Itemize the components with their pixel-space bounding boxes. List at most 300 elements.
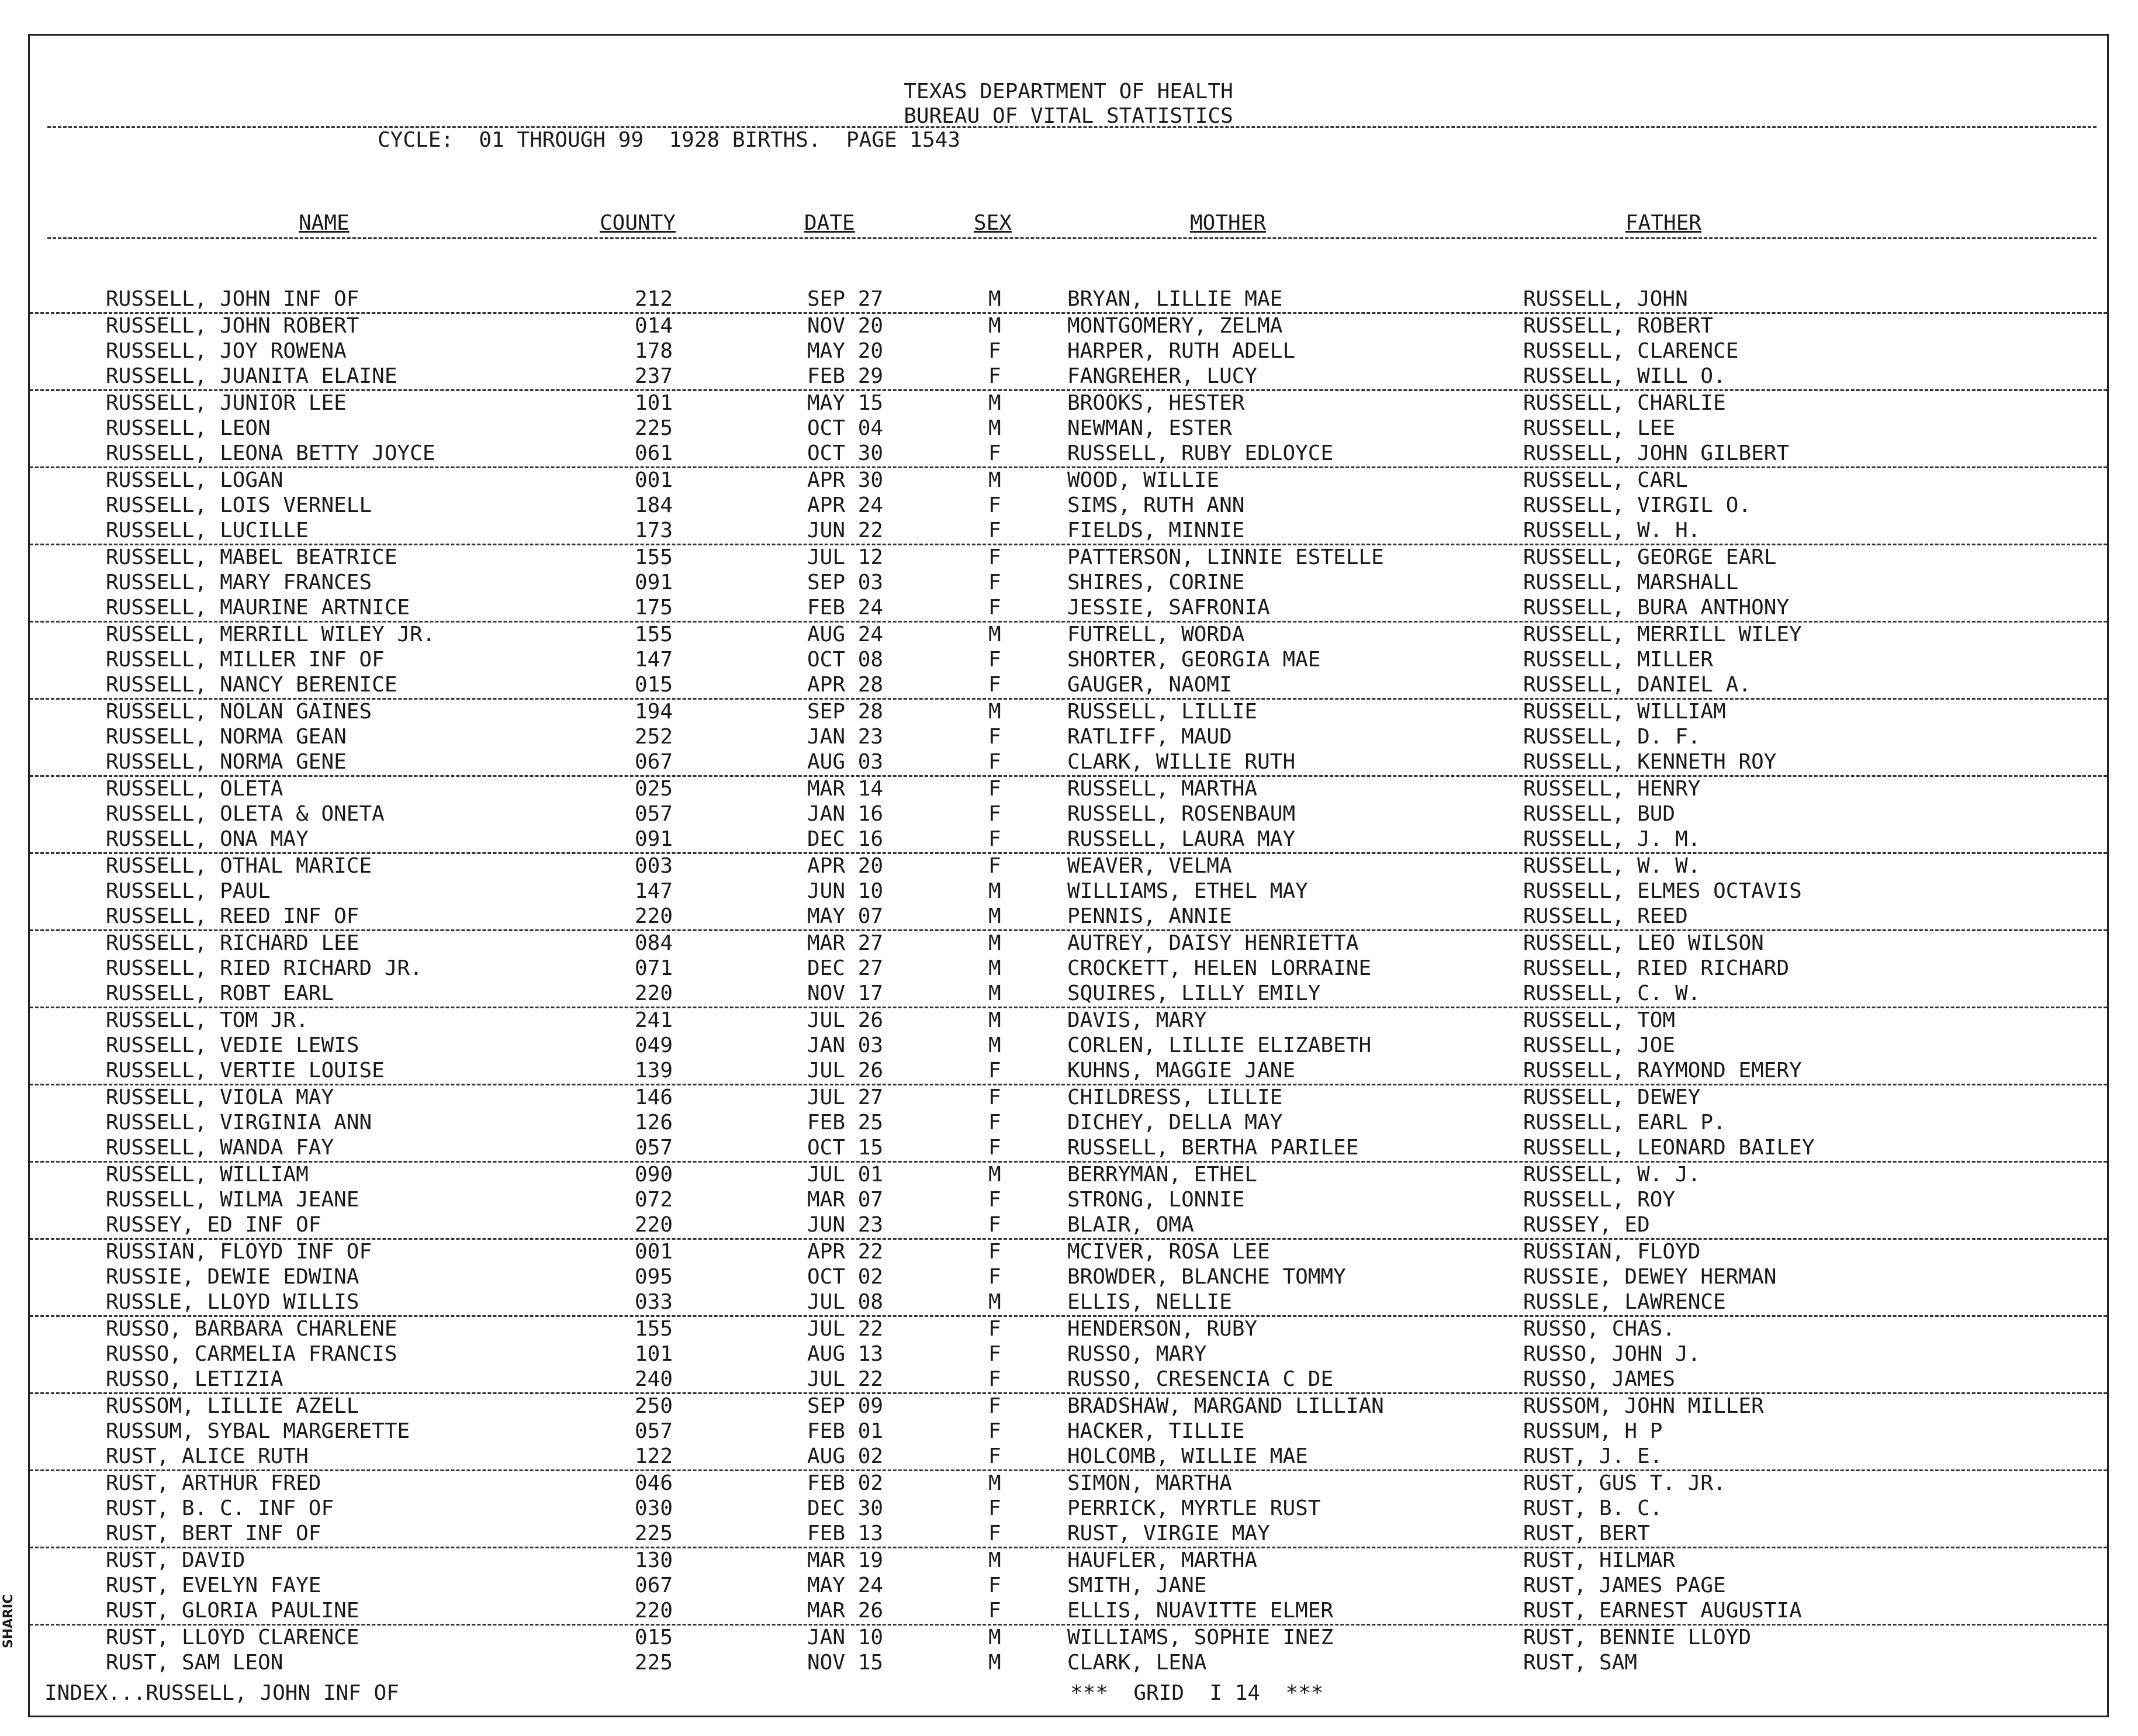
record-date: OCT 02 [807,1265,884,1289]
record-sex: F [988,1111,1001,1135]
record-row [30,570,2107,596]
record-sex: F [988,725,1001,749]
record-date: FEB 25 [807,1111,884,1135]
record-name: RUSSELL, NORMA GENE [106,750,347,774]
record-mother: FANGREHER, LUCY [1067,364,1258,388]
record-county: 220 [635,1213,673,1237]
record-row [30,1008,2107,1033]
record-mother: SIMON, MARTHA [1067,1471,1232,1495]
record-county: 014 [635,314,673,338]
record-row [30,1213,2107,1240]
record-date: JUL 27 [807,1085,884,1109]
record-date: AUG 24 [807,623,884,646]
record-mother: GAUGER, NAOMI [1067,673,1232,697]
record-mother: WOOD, WILLIE [1067,468,1220,492]
record-name: RUSSLE, LLOYD WILLIS [106,1290,359,1314]
record-county: 225 [635,1521,673,1545]
index-label: INDEX...RUSSELL, JOHN INF OF [44,1681,399,1705]
record-father: RUSSELL, MARSHALL [1523,570,1739,594]
record-county: 071 [635,956,673,980]
record-sex: F [988,827,1001,851]
record-name: RUSSIE, DEWIE EDWINA [106,1265,359,1289]
record-mother: RUSSELL, LILLIE [1067,700,1258,724]
record-sex: M [988,879,1001,903]
record-father: RUSSIE, DEWEY HERMAN [1523,1265,1777,1289]
record-date: APR 20 [807,854,884,878]
record-sex: M [988,287,1001,311]
record-row [30,700,2107,725]
record-father: RUSSELL, VIRGIL O. [1523,493,1752,517]
record-father: RUSSELL, CLARENCE [1523,339,1739,363]
record-sex: F [988,1317,1001,1341]
record-date: JUN 10 [807,879,884,903]
record-date: OCT 04 [807,416,884,440]
record-name: RUST, EVELYN FAYE [106,1574,321,1597]
record-father: RUSSELL, CARL [1523,468,1688,492]
record-mother: BLAIR, OMA [1067,1213,1194,1237]
record-name: RUSSELL, ONA MAY [106,827,309,851]
record-mother: SHORTER, GEORGIA MAE [1067,648,1321,672]
record-row [30,1471,2107,1496]
grid-label: *** GRID I 14 *** [1070,1681,1324,1705]
record-mother: RUSSO, MARY [1067,1342,1207,1366]
record-county: 252 [635,725,673,749]
record-father: RUSSELL, LEE [1523,416,1676,440]
record-father: RUSSO, CHAS. [1523,1317,1676,1341]
record-father: RUST, JAMES PAGE [1523,1574,1726,1597]
record-date: OCT 15 [807,1136,884,1160]
col-sex: SEX [974,211,1012,235]
record-date: DEC 30 [807,1496,884,1520]
record-county: 175 [635,596,673,620]
record-county: 147 [635,879,673,903]
record-date: NOV 15 [807,1651,884,1675]
record-date: FEB 13 [807,1521,884,1545]
record-father: RUSSELL, EARL P. [1523,1111,1726,1135]
record-row [30,725,2107,750]
record-county: 212 [635,287,673,311]
record-sex: F [988,1059,1001,1083]
record-date: JUL 22 [807,1317,884,1341]
record-name: RUST, SAM LEON [106,1651,283,1675]
record-father: RUSSELL, C. W. [1523,981,1701,1005]
record-name: RUSSELL, LEON [106,416,271,440]
record-county: 101 [635,391,673,415]
record-row [30,1394,2107,1419]
record-name: RUST, ALICE RUTH [106,1444,309,1468]
record-row [30,1290,2107,1317]
record-name: RUSSELL, RICHARD LEE [106,931,359,955]
record-sex: F [988,570,1001,594]
record-mother: ELLIS, NUAVITTE ELMER [1067,1599,1334,1623]
record-name: RUSSELL, OTHAL MARICE [106,854,372,878]
record-row [30,416,2107,441]
record-mother: HARPER, RUTH ADELL [1067,339,1296,363]
record-date: DEC 27 [807,956,884,980]
record-sex: F [988,441,1001,465]
record-sex: M [988,1033,1001,1057]
record-row [30,314,2107,339]
col-date: DATE [804,211,855,235]
record-date: OCT 08 [807,648,884,672]
record-row [30,1111,2107,1136]
record-date: JAN 10 [807,1626,884,1649]
record-row [30,1444,2107,1471]
record-sex: F [988,854,1001,878]
record-row [30,1136,2107,1163]
record-date: APR 28 [807,673,884,697]
record-date: JAN 03 [807,1033,884,1057]
record-date: JUL 26 [807,1008,884,1032]
record-county: 084 [635,931,673,955]
record-row [30,441,2107,468]
record-county: 067 [635,750,673,774]
record-name: RUSSELL, VIOLA MAY [106,1085,334,1109]
record-mother: PATTERSON, LINNIE ESTELLE [1067,545,1384,569]
record-date: FEB 01 [807,1419,884,1443]
record-name: RUSSELL, ROBT EARL [106,981,334,1005]
record-father: RUST, EARNEST AUGUSTIA [1523,1599,1802,1623]
record-name: RUSSELL, MILLER INF OF [106,648,385,672]
record-row [30,545,2107,570]
record-sex: F [988,1213,1001,1237]
record-county: 155 [635,545,673,569]
record-sex: F [988,1265,1001,1289]
record-father: RUSSELL, CHARLIE [1523,391,1726,415]
record-mother: AUTREY, DAISY HENRIETTA [1067,931,1359,955]
record-county: 015 [635,1626,673,1649]
record-row [30,493,2107,518]
record-name: RUSSO, BARBARA CHARLENE [106,1317,397,1341]
record-row [30,518,2107,545]
record-mother: HACKER, TILLIE [1067,1419,1245,1443]
record-name: RUSSELL, VERTIE LOUISE [106,1059,385,1083]
record-mother: FUTRELL, WORDA [1067,623,1245,646]
record-row [30,1367,2107,1394]
record-county: 057 [635,802,673,826]
record-date: JUN 23 [807,1213,884,1237]
record-sex: F [988,673,1001,697]
record-date: MAR 14 [807,777,884,801]
record-name: RUSSELL, JUANITA ELAINE [106,364,397,388]
record-row [30,287,2107,314]
record-sex: F [988,1136,1001,1160]
record-father: RUSSO, JAMES [1523,1367,1676,1391]
record-mother: SIMS, RUTH ANN [1067,493,1245,517]
record-mother: WILLIAMS, ETHEL MAY [1067,879,1308,903]
record-sex: F [988,493,1001,517]
record-county: 240 [635,1367,673,1391]
record-name: RUSSO, LETIZIA [106,1367,283,1391]
record-name: RUST, DAVID [106,1548,245,1572]
record-row [30,1085,2107,1111]
record-sex: M [988,416,1001,440]
record-row [30,777,2107,802]
record-father: RUSSELL, J. M. [1523,827,1701,851]
record-name: RUSSIAN, FLOYD INF OF [106,1240,372,1264]
record-name: RUSSELL, VEDIE LEWIS [106,1033,359,1057]
record-name: RUST, GLORIA PAULINE [106,1599,359,1623]
record-sex: F [988,802,1001,826]
record-mother: STRONG, LONNIE [1067,1188,1245,1212]
record-date: AUG 13 [807,1342,884,1366]
record-county: 184 [635,493,673,517]
record-father: RUSSELL, JOHN [1523,287,1688,311]
record-county: 155 [635,623,673,646]
record-date: APR 24 [807,493,884,517]
record-mother: CROCKETT, HELEN LORRAINE [1067,956,1372,980]
record-date: MAR 26 [807,1599,884,1623]
record-row [30,904,2107,931]
record-date: MAY 20 [807,339,884,363]
record-name: RUSSELL, MARY FRANCES [106,570,372,594]
record-father: RUSSELL, LEO WILSON [1523,931,1764,955]
record-name: RUSSELL, WILLIAM [106,1163,309,1187]
record-county: 001 [635,468,673,492]
record-name: RUSSELL, MAURINE ARTNICE [106,596,410,620]
record-date: OCT 30 [807,441,884,465]
record-row [30,1496,2107,1521]
record-mother: BERRYMAN, ETHEL [1067,1163,1258,1187]
record-mother: BRYAN, LILLIE MAE [1067,287,1283,311]
record-county: 225 [635,1651,673,1675]
record-name: RUSSOM, LILLIE AZELL [106,1394,359,1418]
record-row [30,1521,2107,1548]
record-date: JUL 22 [807,1367,884,1391]
record-row [30,1163,2107,1188]
record-date: SEP 28 [807,700,884,724]
record-county: 130 [635,1548,673,1572]
record-county: 101 [635,1342,673,1366]
record-county: 067 [635,1574,673,1597]
record-mother: MCIVER, ROSA LEE [1067,1240,1270,1264]
record-mother: RUSSELL, BERTHA PARILEE [1067,1136,1359,1160]
record-sex: F [988,648,1001,672]
record-father: RUSSELL, ROBERT [1523,314,1714,338]
record-sex: M [988,1651,1001,1675]
record-row [30,854,2107,879]
record-mother: BROOKS, HESTER [1067,391,1245,415]
record-date: JAN 16 [807,802,884,826]
record-sex: M [988,1626,1001,1649]
record-name: RUSSELL, JOY ROWENA [106,339,347,363]
record-father: RUST, J. E. [1523,1444,1663,1468]
record-county: 237 [635,364,673,388]
record-date: SEP 27 [807,287,884,311]
record-sex: M [988,1008,1001,1032]
record-name: RUST, ARTHUR FRED [106,1471,321,1495]
record-county: 061 [635,441,673,465]
record-sex: F [988,1496,1001,1520]
record-mother: MONTGOMERY, ZELMA [1067,314,1283,338]
record-sex: F [988,545,1001,569]
record-row [30,596,2107,623]
record-sex: M [988,904,1001,928]
record-name: RUSSELL, MERRILL WILEY JR. [106,623,435,646]
record-row [30,879,2107,904]
record-father: RUST, BERT [1523,1521,1650,1545]
record-row [30,1059,2107,1085]
record-sex: M [988,981,1001,1005]
record-sex: M [988,1163,1001,1187]
record-father: RUSSUM, H P [1523,1419,1663,1443]
record-mother: CLARK, LENA [1067,1651,1207,1675]
record-county: 057 [635,1419,673,1443]
record-date: SEP 03 [807,570,884,594]
record-name: RUST, BERT INF OF [106,1521,321,1545]
record-date: MAR 19 [807,1548,884,1572]
record-name: RUSSELL, WANDA FAY [106,1136,334,1160]
record-county: 220 [635,981,673,1005]
record-father: RUSSIAN, FLOYD [1523,1240,1701,1264]
record-sex: M [988,623,1001,646]
record-date: JUL 12 [807,545,884,569]
record-father: RUSSLE, LAWRENCE [1523,1290,1726,1314]
record-sex: M [988,314,1001,338]
record-county: 194 [635,700,673,724]
col-mother: MOTHER [1190,211,1267,235]
record-date: MAR 27 [807,931,884,955]
record-sex: M [988,1548,1001,1572]
record-mother: ELLIS, NELLIE [1067,1290,1232,1314]
record-sex: F [988,1240,1001,1264]
record-county: 030 [635,1496,673,1520]
agency-title: TEXAS DEPARTMENT OF HEALTH [904,79,1233,103]
column-rule [47,237,2097,239]
record-sex: M [988,700,1001,724]
record-date: AUG 03 [807,750,884,774]
record-name: RUST, LLOYD CLARENCE [106,1626,359,1649]
record-mother: JESSIE, SAFRONIA [1067,596,1270,620]
record-father: RUST, GUS T. JR. [1523,1471,1726,1495]
record-father: RUSSELL, W. W. [1523,854,1701,878]
record-mother: SQUIRES, LILLY EMILY [1067,981,1321,1005]
record-name: RUSSELL, NORMA GEAN [106,725,347,749]
record-sex: F [988,1188,1001,1212]
record-sex: M [988,391,1001,415]
record-mother: PENNIS, ANNIE [1067,904,1232,928]
record-date: APR 30 [807,468,884,492]
record-father: RUSSELL, RAYMOND EMERY [1523,1059,1802,1083]
record-name: RUSSELL, REED INF OF [106,904,359,928]
record-father: RUSSELL, REED [1523,904,1688,928]
record-father: RUSSELL, ELMES OCTAVIS [1523,879,1802,903]
record-mother: WILLIAMS, SOPHIE INEZ [1067,1626,1334,1649]
record-county: 057 [635,1136,673,1160]
record-row [30,1342,2107,1367]
record-father: RUSSO, JOHN J. [1523,1342,1701,1366]
record-mother: RUST, VIRGIE MAY [1067,1521,1270,1545]
record-row [30,1574,2107,1599]
record-father: RUSSELL, D. F. [1523,725,1701,749]
record-county: 139 [635,1059,673,1083]
record-father: RUSSELL, BUD [1523,802,1676,826]
record-name: RUSSO, CARMELIA FRANCIS [106,1342,397,1366]
record-county: 015 [635,673,673,697]
record-father: RUSSELL, DEWEY [1523,1085,1701,1109]
record-county: 001 [635,1240,673,1264]
record-county: 225 [635,416,673,440]
record-father: RUSSELL, RIED RICHARD [1523,956,1790,980]
record-county: 173 [635,518,673,542]
record-name: RUSSELL, JOHN INF OF [106,287,359,311]
record-county: 241 [635,1008,673,1032]
record-mother: FIELDS, MINNIE [1067,518,1245,542]
record-sex: F [988,777,1001,801]
record-father: RUSSELL, HENRY [1523,777,1701,801]
record-name: RUSSELL, JUNIOR LEE [106,391,347,415]
record-date: NOV 17 [807,981,884,1005]
col-father: FATHER [1625,211,1702,235]
record-name: RUSSELL, LOGAN [106,468,283,492]
record-name: RUSSELL, NANCY BERENICE [106,673,397,697]
record-name: RUSSELL, MABEL BEATRICE [106,545,397,569]
record-sex: F [988,1367,1001,1391]
record-county: 046 [635,1471,673,1495]
cycle-line: CYCLE: 01 THROUGH 99 1928 BIRTHS. PAGE 1543 [378,128,960,152]
record-name: RUSSELL, VIRGINIA ANN [106,1111,372,1135]
record-sex: M [988,468,1001,492]
record-sex: M [988,956,1001,980]
record-name: RUSSELL, WILMA JEANE [106,1188,359,1212]
record-mother: SMITH, JANE [1067,1574,1207,1597]
record-date: MAR 07 [807,1188,884,1212]
record-sex: F [988,1521,1001,1545]
record-date: JUL 08 [807,1290,884,1314]
record-date: FEB 02 [807,1471,884,1495]
record-name: RUSSUM, SYBAL MARGERETTE [106,1419,410,1443]
record-date: JUL 26 [807,1059,884,1083]
record-father: RUSSEY, ED [1523,1213,1650,1237]
record-name: RUSSELL, OLETA [106,777,283,801]
record-date: JAN 23 [807,725,884,749]
record-row [30,1651,2107,1676]
record-mother: RATLIFF, MAUD [1067,725,1232,749]
record-name: RUSSELL, LUCILLE [106,518,309,542]
record-date: MAY 24 [807,1574,884,1597]
record-county: 155 [635,1317,673,1341]
record-row [30,1419,2107,1444]
record-father: RUST, HILMAR [1523,1548,1676,1572]
record-county: 033 [635,1290,673,1314]
record-sex: F [988,1085,1001,1109]
record-row [30,1240,2107,1265]
record-row [30,648,2107,673]
record-county: 091 [635,827,673,851]
record-row [30,1548,2107,1574]
record-name: RUSSELL, PAUL [106,879,271,903]
record-mother: SHIRES, CORINE [1067,570,1245,594]
record-mother: DICHEY, DELLA MAY [1067,1111,1283,1135]
record-row [30,391,2107,416]
bureau-title: BUREAU OF VITAL STATISTICS [904,104,1233,128]
record-sex: F [988,1444,1001,1468]
record-county: 220 [635,904,673,928]
record-county: 090 [635,1163,673,1187]
record-row [30,1188,2107,1213]
record-date: NOV 20 [807,314,884,338]
record-mother: RUSSELL, ROSENBAUM [1067,802,1296,826]
record-row [30,981,2107,1008]
record-county: 095 [635,1265,673,1289]
record-mother: CLARK, WILLIE RUTH [1067,750,1296,774]
col-county: COUNTY [600,211,676,235]
record-sex: F [988,364,1001,388]
header-rule [47,126,2097,128]
record-name: RUST, B. C. INF OF [106,1496,334,1520]
record-date: FEB 29 [807,364,884,388]
record-mother: WEAVER, VELMA [1067,854,1232,878]
